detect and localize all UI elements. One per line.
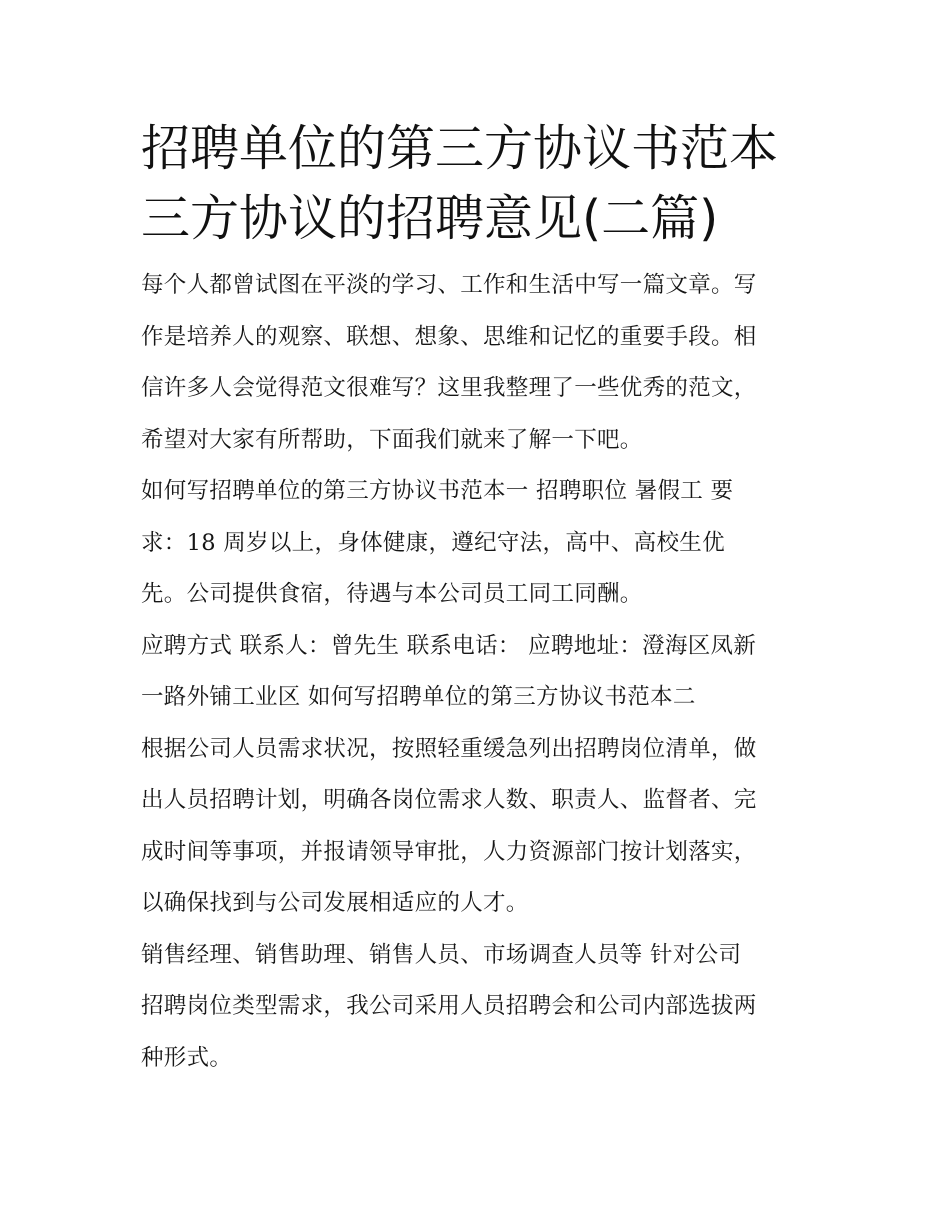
- paragraph-line: 成时间等事项，并报请领导审批，人力资源部门按计划落实，: [141, 838, 757, 865]
- paragraph-line: 作是培养人的观察、联想、想象、思维和记忆的重要手段。相: [141, 323, 757, 350]
- paragraph-line: 希望对大家有所帮助，下面我们就来了解一下吧。: [141, 426, 643, 453]
- paragraph-line: 先。公司提供食宿，待遇与本公司员工同工同酬。: [141, 581, 643, 607]
- paragraph-contact: [141, 621, 813, 724]
- paragraph-line: 应聘方式 联系人：曾先生 联系电话： 应聘地址：澄海区凤新: [141, 632, 757, 659]
- paragraph-line: 信许多人会觉得范文很难写？这里我整理了一些优秀的范文，: [141, 375, 757, 401]
- paragraph-line: 以确保找到与公司发展相适应的人才。: [141, 890, 529, 916]
- document-title: [141, 114, 813, 254]
- title-line-2: 三方协议的招聘意见(二篇): [141, 190, 719, 247]
- paragraph-line: 招聘岗位类型需求，我公司采用人员招聘会和公司内部选拔两: [141, 993, 757, 1019]
- paragraph-line: 一路外铺工业区 如何写招聘单位的第三方协议书范本二: [141, 684, 696, 710]
- paragraph-intro: [141, 260, 813, 466]
- paragraph-line: 出人员招聘计划，明确各岗位需求人数、职责人、监督者、完: [141, 787, 757, 813]
- paragraph-sample-one: [141, 466, 813, 621]
- paragraph-line: 每个人都曾试图在平淡的学习、工作和生活中写一篇文章。写: [141, 272, 757, 298]
- title-line-1: 招聘单位的第三方协议书范本: [141, 120, 779, 177]
- paragraph-sample-two: [141, 724, 813, 930]
- paragraph-line: 如何写招聘单位的第三方协议书范本一 招聘职位 暑假工 要: [141, 478, 734, 504]
- document-content: [141, 114, 813, 1084]
- paragraph-line: 根据公司人员需求状况，按照轻重缓急列出招聘岗位清单，做: [141, 735, 757, 762]
- paragraph-line: 销售经理、销售助理、销售人员、市场调查人员等 针对公司: [141, 941, 742, 968]
- paragraph-line: 求：18 周岁以上，身体健康，遵纪守法，高中、高校生优: [141, 529, 725, 556]
- document-body: [141, 260, 813, 1084]
- paragraph-positions: [141, 930, 813, 1085]
- paragraph-line: 种形式。: [141, 1044, 233, 1071]
